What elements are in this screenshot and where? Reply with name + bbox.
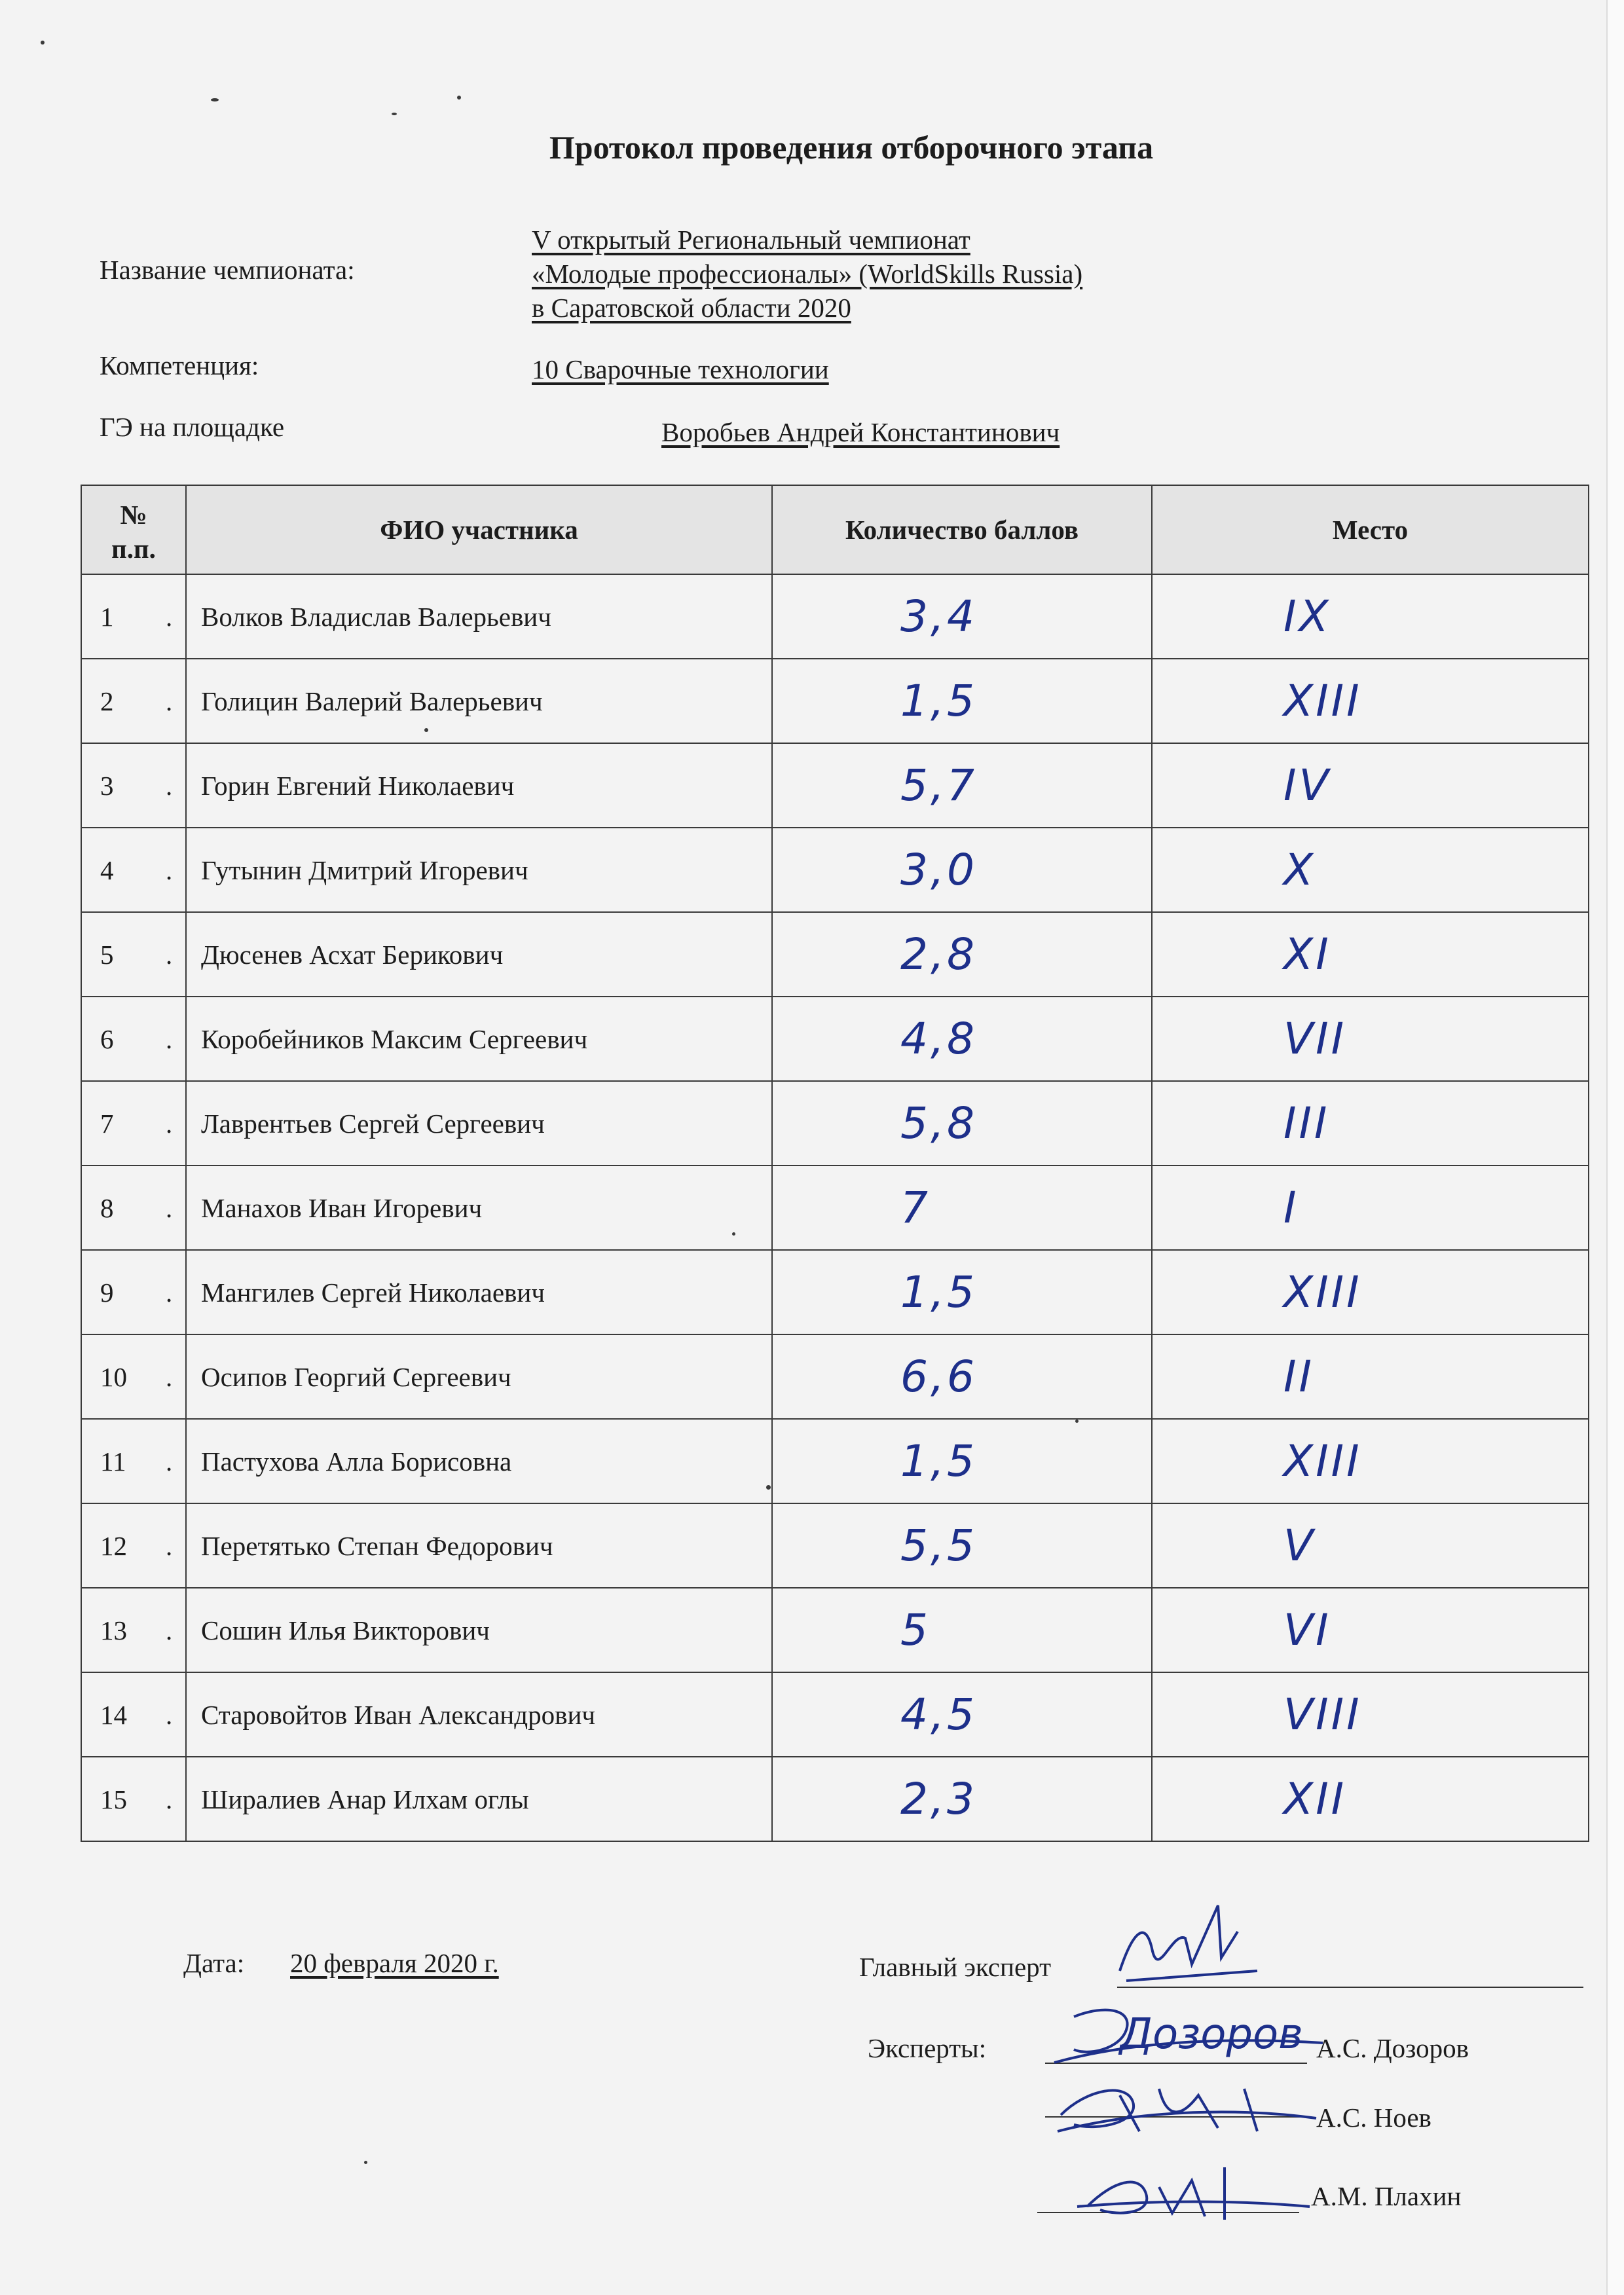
row-number: 7 — [100, 1109, 114, 1139]
row-number: 8 — [100, 1193, 114, 1223]
table-row — [81, 1166, 1589, 1250]
date-value: 20 февраля 2020 г. — [290, 1948, 499, 1978]
championship-label: Название чемпионата: — [100, 255, 355, 285]
row-number-dot: . — [166, 1109, 173, 1139]
participant-place: XIII — [1152, 1419, 1589, 1503]
participant-name: Сошин Илья Викторович — [186, 1588, 772, 1672]
competence-value: 10 Сварочные технологии — [532, 354, 829, 384]
participant-name: Волков Владислав Валерьевич — [186, 574, 772, 659]
results-table — [81, 485, 1589, 1842]
row-number-dot: . — [166, 686, 173, 716]
header-place: Место — [1152, 485, 1589, 574]
table-row — [81, 1419, 1589, 1503]
row-number-dot: . — [166, 1277, 173, 1308]
scan-speck — [364, 2161, 367, 2164]
participant-place: VI — [1152, 1588, 1589, 1672]
row-number-cell — [81, 743, 186, 828]
row-number-dot: . — [166, 771, 173, 801]
row-number: 12 — [100, 1531, 127, 1561]
participant-place: IV — [1152, 743, 1589, 828]
row-number: 10 — [100, 1362, 127, 1392]
expert-name: А.С. Ноев — [1316, 2102, 1431, 2133]
scan-speck — [392, 113, 397, 115]
participant-place: VIII — [1152, 1672, 1589, 1757]
participant-place: XI — [1152, 912, 1589, 997]
row-number-dot: . — [166, 855, 173, 885]
participant-name: Манахов Иван Игоревич — [186, 1166, 772, 1250]
participant-place: XII — [1152, 1757, 1589, 1841]
row-number-dot: . — [166, 1024, 173, 1054]
row-number-dot: . — [166, 1615, 173, 1645]
row-number-dot: . — [166, 1531, 173, 1561]
row-number-cell — [81, 1250, 186, 1334]
header-score: Количество баллов — [772, 485, 1152, 574]
competence-label: Компетенция: — [100, 350, 259, 380]
participant-score: 5,5 — [772, 1503, 1152, 1588]
table-row — [81, 912, 1589, 997]
row-number-cell — [81, 1588, 186, 1672]
participant-name: Ширалиев Анар Илхам оглы — [186, 1757, 772, 1841]
row-number-cell — [81, 1672, 186, 1757]
row-number: 9 — [100, 1277, 114, 1308]
participant-place: IX — [1152, 574, 1589, 659]
row-number-cell — [81, 1503, 186, 1588]
row-number-cell — [81, 1757, 186, 1841]
participant-place: V — [1152, 1503, 1589, 1588]
participant-score: 1,5 — [772, 1250, 1152, 1334]
participant-place: X — [1152, 828, 1589, 912]
row-number-cell — [81, 828, 186, 912]
participant-place: III — [1152, 1081, 1589, 1166]
participant-place: I — [1152, 1166, 1589, 1250]
participant-name: Осипов Георгий Сергеевич — [186, 1334, 772, 1419]
row-number-cell — [81, 912, 186, 997]
row-number-cell — [81, 1419, 186, 1503]
table-row — [81, 1081, 1589, 1166]
chief-site-label: ГЭ на площадке — [100, 412, 285, 442]
row-number-dot: . — [166, 1362, 173, 1392]
table-row — [81, 1503, 1589, 1588]
table-row — [81, 1334, 1589, 1419]
row-number-cell — [81, 997, 186, 1081]
row-number-dot: . — [166, 1700, 173, 1730]
participant-score: 7 — [772, 1166, 1152, 1250]
participant-place: VII — [1152, 997, 1589, 1081]
expert-signature-dozorov — [1048, 1991, 1336, 2076]
championship-value — [532, 223, 1082, 325]
participant-score: 5,7 — [772, 743, 1152, 828]
participant-place: XIII — [1152, 659, 1589, 743]
table-row — [81, 997, 1589, 1081]
chief-expert-label: Главный эксперт — [859, 1952, 1052, 1982]
participant-place: II — [1152, 1334, 1589, 1419]
table-row — [81, 1672, 1589, 1757]
expert-name: А.С. Дозоров — [1316, 2033, 1469, 2063]
participant-score: 5 — [772, 1588, 1152, 1672]
expert-signature-noev — [1048, 2069, 1323, 2141]
row-number: 5 — [100, 940, 114, 970]
row-number-dot: . — [166, 1446, 173, 1477]
table-row — [81, 828, 1589, 912]
row-number-dot: . — [166, 940, 173, 970]
row-number-dot: . — [166, 1193, 173, 1223]
page-title: Протокол проведения отборочного этапа — [549, 129, 1154, 166]
row-number: 11 — [100, 1446, 126, 1477]
row-number: 3 — [100, 771, 114, 801]
row-number: 2 — [100, 686, 114, 716]
chief-expert-signature — [1107, 1892, 1277, 1997]
row-number: 13 — [100, 1615, 127, 1645]
participant-name: Мангилев Сергей Николаевич — [186, 1250, 772, 1334]
scan-speck — [211, 98, 219, 101]
participant-score: 4,8 — [772, 997, 1152, 1081]
row-number-cell — [81, 659, 186, 743]
table-row — [81, 1250, 1589, 1334]
participant-name: Пастухова Алла Борисовна — [186, 1419, 772, 1503]
row-number: 14 — [100, 1700, 127, 1730]
table-row — [81, 659, 1589, 743]
row-number: 6 — [100, 1024, 114, 1054]
participant-place: XIII — [1152, 1250, 1589, 1334]
page-edge — [1606, 0, 1624, 2295]
participant-score: 1,5 — [772, 659, 1152, 743]
row-number-cell — [81, 1081, 186, 1166]
participant-score: 2,8 — [772, 912, 1152, 997]
row-number: 4 — [100, 855, 114, 885]
participant-score: 2,3 — [772, 1757, 1152, 1841]
table-row — [81, 743, 1589, 828]
participant-score: 3,0 — [772, 828, 1152, 912]
experts-label: Эксперты: — [868, 2033, 987, 2063]
row-number-dot: . — [166, 602, 173, 632]
row-number-dot: . — [166, 1784, 173, 1814]
participant-score: 6,6 — [772, 1334, 1152, 1419]
header-number-abbr: п.п. — [111, 534, 156, 564]
participant-name: Горин Евгений Николаевич — [186, 743, 772, 828]
date-label: Дата: — [183, 1948, 245, 1978]
participant-name: Голицин Валерий Валерьевич — [186, 659, 772, 743]
expert-name: А.М. Плахин — [1311, 2181, 1462, 2211]
participant-score: 4,5 — [772, 1672, 1152, 1757]
championship-line: «Молодые профессионалы» (WorldSkills Russia) — [532, 259, 1083, 289]
participant-name: Коробейников Максим Сергеевич — [186, 997, 772, 1081]
expert-signature-plakhin — [1074, 2154, 1323, 2226]
participant-name: Лаврентьев Сергей Сергеевич — [186, 1081, 772, 1166]
row-number-cell — [81, 574, 186, 659]
participant-name: Старовойтов Иван Александрович — [186, 1672, 772, 1757]
participant-score: 1,5 — [772, 1419, 1152, 1503]
table-row — [81, 574, 1589, 659]
participant-score: 5,8 — [772, 1081, 1152, 1166]
table-row — [81, 1757, 1589, 1841]
expert-signature-dozorov-text: Дозоров — [1120, 2010, 1303, 2059]
chief-site-value: Воробьев Андрей Константинович — [661, 417, 1060, 447]
row-number: 1 — [100, 602, 114, 632]
table-row — [81, 1588, 1589, 1672]
participant-name: Гутынин Дмитрий Игоревич — [186, 828, 772, 912]
header-number — [81, 485, 186, 574]
row-number: 15 — [100, 1784, 127, 1814]
table-header-row — [81, 485, 1589, 574]
header-number-sign: № — [120, 500, 147, 530]
row-number-cell — [81, 1334, 186, 1419]
championship-line: в Саратовской области 2020 — [532, 293, 851, 323]
participant-score: 3,4 — [772, 574, 1152, 659]
row-number-cell — [81, 1166, 186, 1250]
participant-name: Дюсенев Асхат Берикович — [186, 912, 772, 997]
scan-speck — [41, 41, 45, 45]
header-name: ФИО участника — [186, 485, 772, 574]
championship-line: V открытый Региональный чемпионат — [532, 225, 970, 255]
scan-speck — [457, 96, 461, 100]
table-body — [81, 574, 1589, 1841]
participant-name: Перетятько Степан Федорович — [186, 1503, 772, 1588]
